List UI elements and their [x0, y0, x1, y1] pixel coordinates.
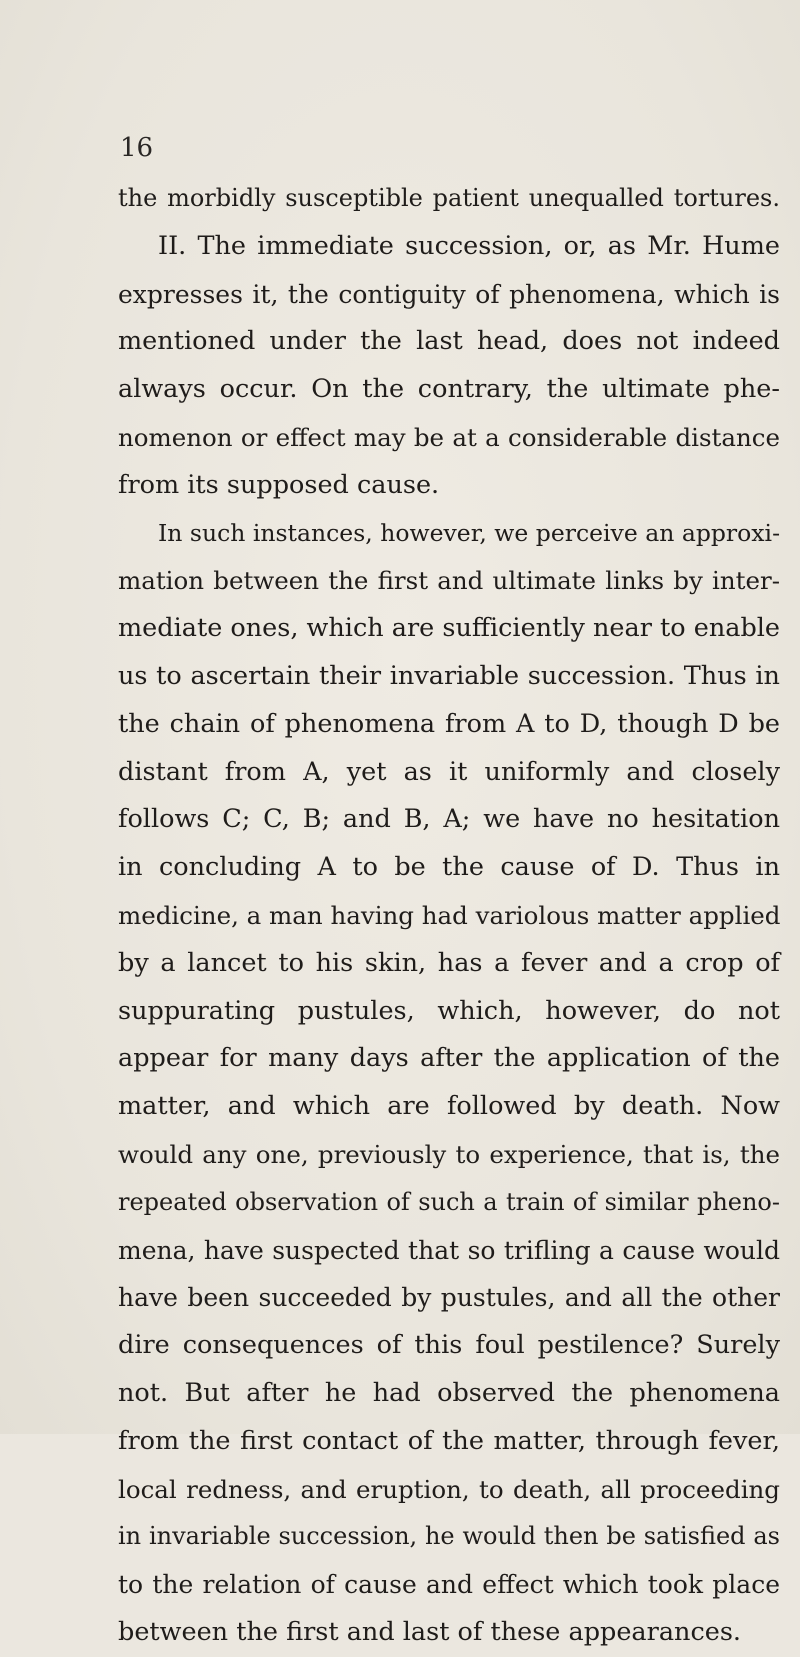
text-line: appear for many days after the application of the: [118, 1043, 780, 1074]
text-line: II. The immediate succession, or, as Mr. Hume: [158, 230, 780, 261]
text-line: in concluding A to be the cause of D. Thus in: [118, 852, 780, 883]
text-line: have been succeeded by pustules, and all the other: [118, 1283, 780, 1313]
text-line: suppurating pustules, which, however, do not: [118, 995, 780, 1026]
text-line: by a lancet to his skin, has a fever and a crop of: [118, 947, 780, 978]
text-line: would any one, previously to experience, that is, the: [118, 1139, 780, 1169]
text-line: matter, and which are followed by death. Now: [118, 1091, 780, 1122]
text-line: medicine, a man having had variolous matter applied: [118, 900, 781, 930]
text-line: not. But after he had observed the phenomena: [118, 1377, 780, 1408]
text-line: repeated observation of such a train of similar pheno-: [118, 1187, 780, 1216]
text-line: In such instances, however, we perceive an approxi-: [158, 518, 781, 547]
text-line: always occur. On the contrary, the ultimate phe-: [118, 374, 780, 405]
text-line: in invariable succession, he would then be satisfied as: [118, 1522, 780, 1551]
text-line: distant from A, yet as it uniformly and closely: [118, 756, 780, 787]
text-line: mena, have suspected that so trifling a cause would: [118, 1235, 780, 1265]
text-line: mation between the first and ultimate links by inter-: [118, 566, 780, 596]
text-line: expresses it, the contiguity of phenomena, which is: [118, 279, 780, 309]
text-line: mentioned under the last head, does not indeed: [118, 326, 780, 357]
text-line: us to ascertain their invariable succession. Thus in: [118, 660, 780, 691]
text-line: between the first and last of these appearances.: [118, 1616, 742, 1647]
text-line: mediate ones, which are sufficiently near to enable: [118, 613, 781, 644]
text-line: local redness, and eruption, to death, all proceeding: [118, 1474, 780, 1504]
text-line: follows C; C, B; and B, A; we have no hesitation: [118, 804, 780, 835]
text-line: from its supposed cause.: [118, 469, 440, 500]
text-line: to the relation of cause and effect which took place: [118, 1570, 780, 1600]
text-line: the morbidly susceptible patient unequalled tortures.: [118, 184, 780, 212]
text-line: the chain of phenomena from A to D, though D be: [118, 708, 780, 739]
text-line: dire consequences of this foul pestilence? Surely: [118, 1330, 780, 1361]
page-number: 16: [120, 133, 154, 163]
body-text: [118, 175, 780, 1657]
text-line: nomenon or effect may be at a considerable distance: [118, 422, 780, 452]
text-line: from the first contact of the matter, through fever,: [118, 1425, 780, 1456]
